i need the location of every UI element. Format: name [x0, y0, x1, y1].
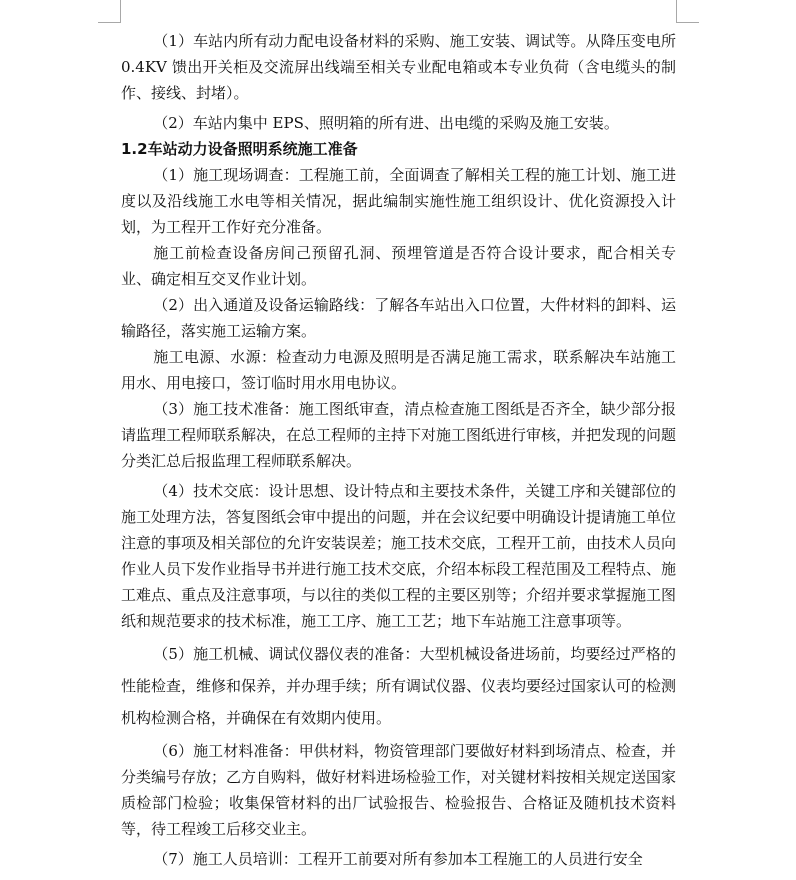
paragraph-tech-prep: （3）施工技术准备：施工图纸审查，清点检查施工图纸是否齐全，缺少部分报请监理工程师联系解决，在总工程师的主持下对施工图纸进行审核，并把发现的问题分类汇总后报监理工程师联系解决。	[121, 400, 677, 470]
paragraph-power-water: 施工电源、水源：检查动力电源及照明是否满足施工需求，联系解决车站施工用水、用电接口，签订临时用水用电协议。	[121, 348, 676, 392]
paragraph-site-survey: （1）施工现场调查：工程施工前，全面调查了解相关工程的施工计划、施工进度以及沿线施工水电等相关情况，据此编制实施性施工组织设计、优化资源投入计划，为工程开工作好充分准备。	[121, 166, 676, 236]
document-page	[121, 28, 676, 872]
paragraph-tech-briefing: （4）技术交底：设计思想、设计特点和主要技术条件，关键工序和关键部位的施工处理方法，答复图纸会审中提出的问题，并在会议纪要中明确设计提请施工单位注意的事项及相关部位的允许安装误差；施工技术交底，工程开工前，由技术人员向作业人员下发作业指导书并进行施工技术交底，介绍本标段工程范围及工程特点、施工难点、重点及注意事项，与以往的类似工程的主要区别等；介绍并要求掌握施工图纸和规范要求的技术标准，施工工序、施工工艺；地下车站施工注意事项等。	[121, 482, 677, 630]
paragraph-scope-1: （1）车站内所有动力配电设备材料的采购、施工安装、调试等。从降压变电所 0.4KV 馈出开关柜及交流屏出线端至相关专业配电箱或本专业负荷（含电缆头的制作、接线、封堵）。	[121, 32, 676, 102]
paragraph-materials: （6）施工材料准备：甲供材料，物资管理部门要做好材料到场清点、检查，并分类编号存放；乙方自购料，做好材料进场检验工作，对关键材料按相关规定送国家质检部门检验；收集保管材料的出厂试验报告、检验报告、合格证及随机技术资料等，待工程竣工后移交业主。	[121, 742, 677, 838]
paragraph-scope-2: （2）车站内集中 EPS、照明箱的所有进、出电缆的采购及施工安装。	[153, 114, 619, 132]
page-corner-mark-left	[98, 0, 121, 23]
paragraph-transport-route: （2）出入通道及设备运输路线：了解各车站出入口位置，大件材料的卸料、运输路径，落实施工运输方案。	[121, 296, 676, 340]
paragraph-pre-check: 施工前检查设备房间己预留孔洞、预埋管道是否符合设计要求，配合相关专业、确定相互交叉作业计划。	[121, 244, 676, 288]
paragraph-machinery: （5）施工机械、调试仪器仪表的准备：大型机械设备进场前，均要经过严格的性能检查，维修和保养，并办理手续；所有调试仪器、仪表均要经过国家认可的检测机构检测合格，并确保在有效期内使用。	[121, 645, 677, 727]
section-heading: 1.2车站动力设备照明系统施工准备	[121, 140, 358, 158]
page-corner-mark-right	[676, 0, 699, 23]
paragraph-training: （7）施工人员培训：工程开工前要对所有参加本工程施工的人员进行安全	[153, 850, 643, 868]
